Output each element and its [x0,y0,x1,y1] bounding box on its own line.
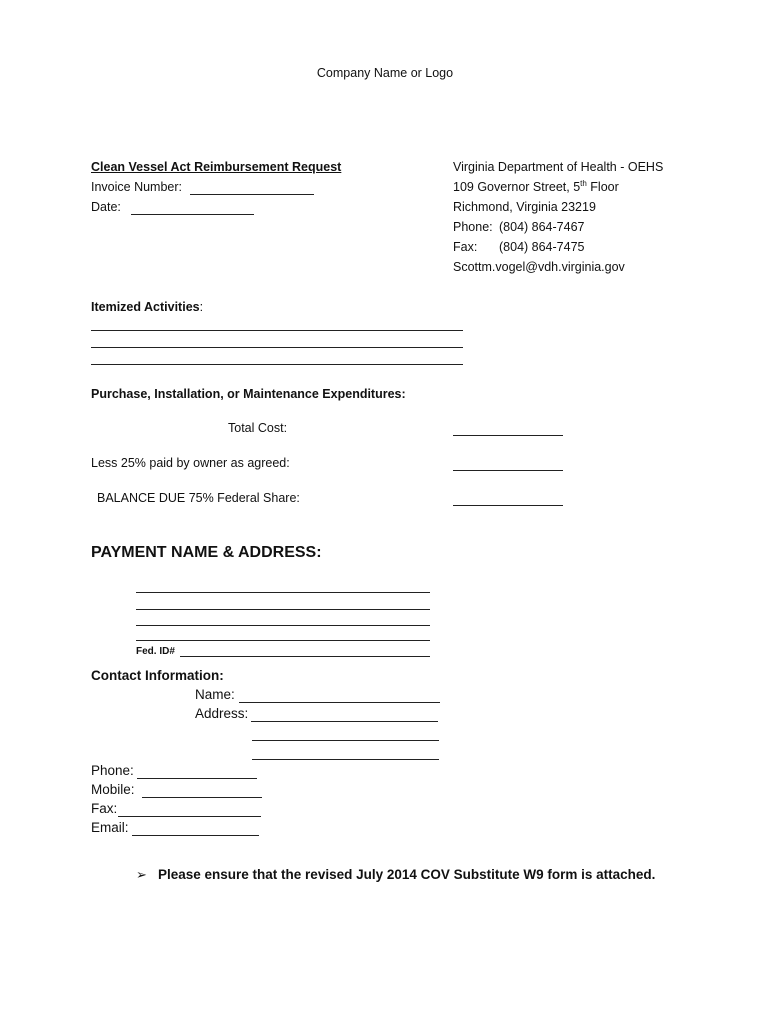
company-logo-placeholder: Company Name or Logo [316,66,454,80]
fed-id-field[interactable] [180,656,430,657]
payment-line-1[interactable] [136,592,430,593]
agency-street: 109 Governor Street, 5th Floor [453,178,619,194]
itemized-activities-label: Itemized Activities: [91,300,204,314]
balance-due-field[interactable] [453,505,563,506]
arrow-bullet-icon: ➢ [136,867,147,882]
agency-phone: (804) 864-7467 [499,220,585,234]
contact-email-field[interactable] [132,835,259,836]
fed-id-label: Fed. ID# [136,646,175,657]
contact-name-label: Name: [195,687,235,702]
itemized-line-2[interactable] [91,347,463,348]
payment-heading: PAYMENT NAME & ADDRESS: [91,544,322,561]
date-field[interactable] [131,214,254,215]
balance-due-label: BALANCE DUE 75% Federal Share: [97,491,300,505]
contact-address-line-1[interactable] [251,721,438,722]
contact-mobile-label: Mobile: [91,782,135,797]
total-cost-field[interactable] [453,435,563,436]
agency-fax: (804) 864-7475 [499,240,585,254]
payment-line-4[interactable] [136,640,430,641]
agency-phone-label: Phone: [453,220,493,234]
owner-share-label: Less 25% paid by owner as agreed: [91,456,290,470]
contact-address-label: Address: [195,706,249,721]
invoice-number-field[interactable] [190,194,314,195]
itemized-line-3[interactable] [91,364,463,365]
contact-heading: Contact Information: [91,668,224,683]
contact-name-field[interactable] [239,702,440,703]
contact-fax-label: Fax: [91,801,118,816]
contact-phone-label: Phone: [91,763,134,778]
contact-email-label: Email: [91,820,129,835]
contact-phone-field[interactable] [137,778,257,779]
agency-fax-label: Fax: [453,240,478,254]
contact-address-line-3[interactable] [252,759,439,760]
total-cost-label: Total Cost: [228,421,288,435]
agency-city: Richmond, Virginia 23219 [453,200,596,214]
itemized-line-1[interactable] [91,330,463,331]
contact-fax-field[interactable] [118,816,261,817]
invoice-label: Invoice Number: [91,180,183,194]
contact-address-line-2[interactable] [252,740,439,741]
date-label: Date: [91,200,121,214]
w9-notice: Please ensure that the revised July 2014 COV Substitute W9 form is attached. [158,867,656,882]
agency-email: Scottm.vogel@vdh.virginia.gov [453,260,625,274]
payment-line-2[interactable] [136,609,430,610]
request-title: Clean Vessel Act Reimbursement Request [91,160,342,174]
agency-name: Virginia Department of Health - OEHS [453,160,664,174]
contact-mobile-field[interactable] [142,797,262,798]
expenditures-heading: Purchase, Installation, or Maintenance Expenditures: [91,387,406,401]
owner-share-field[interactable] [453,470,563,471]
payment-line-3[interactable] [136,625,430,626]
